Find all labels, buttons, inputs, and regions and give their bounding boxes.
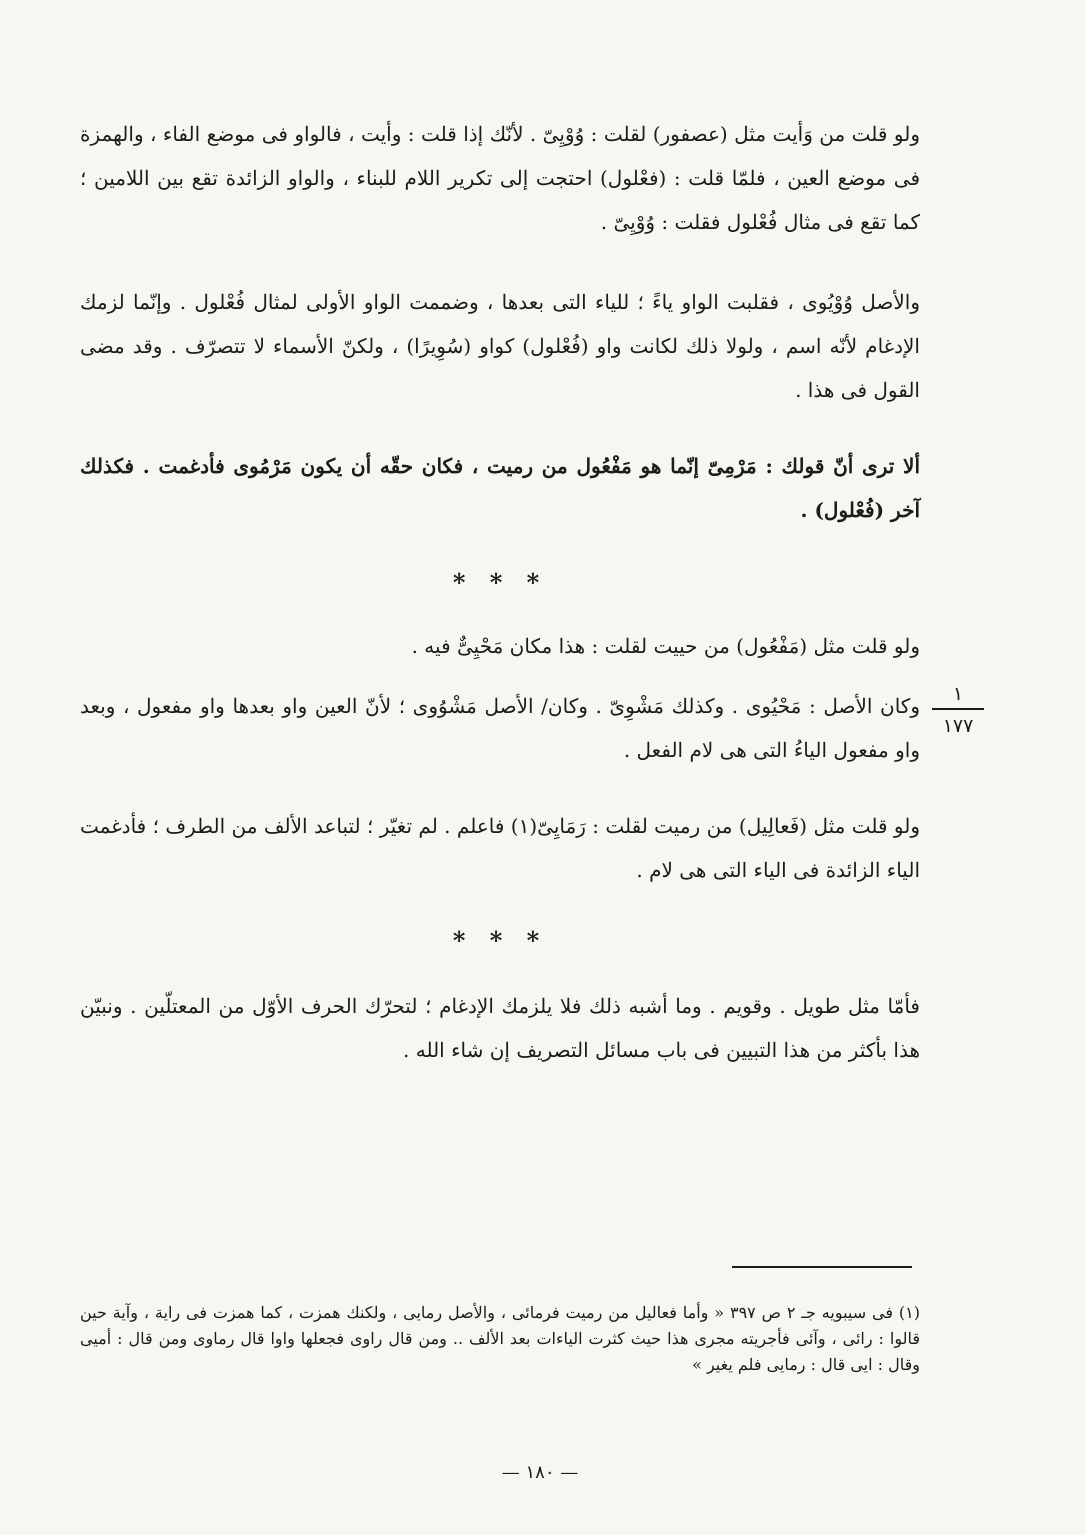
- margin-page-reference: [928, 682, 988, 738]
- paragraph-4: ولو قلت مثل (مَفْعُول) من حييت لقلت : هذا مكان مَحْيِىٌّ فيه .: [411, 634, 920, 658]
- paragraph-2: والأصل وُوْيُوى ، فقلبت الواو ياءً ؛ للياء التى بعدها ، وضممت الواو الأولى لمثال فُعْلول . وإنّما لزمك الإدغام لأنّه اسم ، ولولا ذلك لكانت واو (فُعْلول) كواو (سُوِيرًا) ، ولكنّ الأسماء لا تتصرّف . وقد مضى القول فى هذا .: [80, 290, 921, 402]
- margin-ref-top: ١: [952, 683, 964, 705]
- paragraph-1: ولو قلت من وَأيت مثل (عصفور) لقلت : وُوْيِىّ . لأنّك إذا قلت : وأيت ، فالواو فى موضع الفاء ، والهمزة فى موضع العين ، فلمّا قلت : (فعْلول) احتجت إلى تكرير اللام للبناء ، والواو الزائدة تقع بين اللامين ؛ كما تقع فى مثال فُعْلول فقلت : وُوْيِىّ .: [80, 122, 920, 234]
- paragraph-3: ألا ترى أنّ قولك : مَرْمِىّ إنّما هو مَفْعُول من رميت ، فكان حقّه أن يكون مَرْمُوى فأدغمت . فكذلك آخر (فُعْلول) .: [80, 454, 920, 522]
- section-separator-1: * * *: [452, 568, 548, 597]
- paragraph-6: ولو قلت مثل (فَعالِيل) من رميت لقلت : رَمَايِىّ(١) فاعلم . لم تغيّر ؛ لتباعد الألف من الطرف ؛ فأدغمت الياء الزائدة فى الياء التى هى لام .: [80, 814, 920, 882]
- footnote: (١) فى سيبويه جـ ٢ ص ٣٩٧ « وأما فعاليل من رميت فرمائى ، والأصل رمايى ، ولكنك همزت ، كما همزت فى راية ، وآية حين قالوا : رائى ، وآئى فأجريته مجرى هذا حيث كثرت الياءات بعد الألف .. ومن قال راوى فجعلها واوا قال رماوى ومن قال : أميى وقال : ايى قال : رمايى فلم يغير »: [80, 1303, 920, 1374]
- section-separator-2: * * *: [452, 926, 548, 955]
- footnote-divider: [732, 1266, 912, 1268]
- paragraph-7: فأمّا مثل طويل . وقويم . وما أشبه ذلك فلا يلزمك الإدغام ؛ لتحرّك الحرف الأوّل من المعتلّين . ونبيّن هذا بأكثر من هذا التبيين فى باب مسائل التصريف إن شاء الله .: [80, 994, 920, 1062]
- paragraph-5: وكان الأصل : مَحْيُوى . وكذلك مَشْوِىّ . وكان/ الأصل مَشْوُوى ؛ لأنّ العين واو بعدها واو مفعول ، وبعد واو مفعول الياءُ التى هى لام الفعل .: [80, 694, 920, 762]
- page-number: — ١٨٠ —: [501, 1462, 579, 1483]
- margin-ref-rule: [932, 708, 984, 710]
- margin-ref-bottom: ١٧٧: [942, 715, 974, 737]
